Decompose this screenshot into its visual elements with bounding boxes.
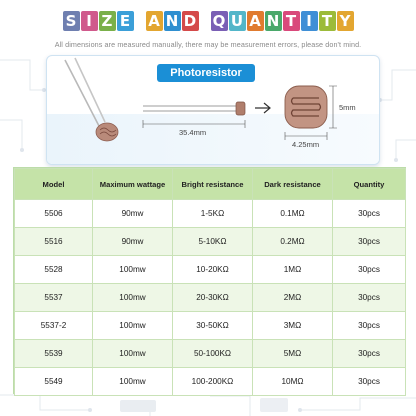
table-row [15, 200, 406, 228]
table-cell: 5506 [15, 200, 93, 228]
table-header-cell: Model [15, 169, 93, 200]
page-title [0, 11, 416, 31]
table-cell: 30-50KΩ [173, 312, 253, 340]
table-row [15, 228, 406, 256]
table-cell: 50-100KΩ [173, 340, 253, 368]
table-cell: 30pcs [333, 368, 406, 396]
product-illustration-panel [46, 55, 380, 165]
title-letter-tile: A [247, 11, 264, 31]
table-cell: 5528 [15, 256, 93, 284]
title-letter-tile: U [229, 11, 246, 31]
photoresistor-photo [65, 58, 118, 141]
table-cell: 20-30KΩ [173, 284, 253, 312]
table-cell: 30pcs [333, 256, 406, 284]
table-cell: 100mw [93, 284, 173, 312]
bottom-decoration [0, 394, 416, 416]
table-header-cell: Quantity [333, 169, 406, 200]
table-cell: 1MΩ [253, 256, 333, 284]
title-letter-tile: N [164, 11, 181, 31]
length-dimension-label: 35.4mm [179, 128, 207, 137]
title-letter-tile: D [182, 11, 199, 31]
table-cell: 2MΩ [253, 284, 333, 312]
table-cell: 5MΩ [253, 340, 333, 368]
table-cell: 30pcs [333, 228, 406, 256]
photoresistor-drawings [47, 56, 379, 164]
arrow-right-icon [255, 103, 270, 113]
title-letter-tile: I [301, 11, 318, 31]
table-cell: 100mw [93, 256, 173, 284]
table-row [15, 284, 406, 312]
title-letter-tile: Z [99, 11, 116, 31]
table-cell: 5516 [15, 228, 93, 256]
table-cell: 5539 [15, 340, 93, 368]
table-cell: 5-10KΩ [173, 228, 253, 256]
table-row [15, 340, 406, 368]
table-header-cell: Dark resistance [253, 169, 333, 200]
title-spacer [200, 11, 210, 31]
table-header-cell: Bright resistance [173, 169, 253, 200]
title-letter-tile: S [63, 11, 80, 31]
table-cell: 90mw [93, 228, 173, 256]
table-cell: 100mw [93, 368, 173, 396]
height-dimension-label: 5mm [339, 103, 356, 112]
title-letter-tile: A [146, 11, 163, 31]
table-header-row [15, 169, 406, 200]
table-cell: 100-200KΩ [173, 368, 253, 396]
title-spacer [135, 11, 145, 31]
table-cell: 10-20KΩ [173, 256, 253, 284]
table-cell: 5537-2 [15, 312, 93, 340]
product-name-badge: Photoresistor [157, 64, 255, 82]
table-cell: 100mw [93, 340, 173, 368]
table-cell: 30pcs [333, 284, 406, 312]
width-dimension-label: 4.25mm [292, 140, 320, 149]
side-view-drawing [143, 102, 245, 128]
table-cell: 5537 [15, 284, 93, 312]
table-cell: 0.1MΩ [253, 200, 333, 228]
table-cell: 90mw [93, 200, 173, 228]
measurement-disclaimer: All dimensions are measured manually, there may be measurement errors, please don't mind. [54, 40, 362, 49]
table-cell: 30pcs [333, 312, 406, 340]
table-cell: 10MΩ [253, 368, 333, 396]
title-letter-tile: N [265, 11, 282, 31]
table-header-cell: Maximum wattage [93, 169, 173, 200]
title-letter-tile: T [283, 11, 300, 31]
table-cell: 3MΩ [253, 312, 333, 340]
title-letter-tile: T [319, 11, 336, 31]
table-cell: 30pcs [333, 200, 406, 228]
title-letter-tile: Y [337, 11, 354, 31]
table-row [15, 368, 406, 396]
table-cell: 5549 [15, 368, 93, 396]
table-row [15, 256, 406, 284]
table-cell: 0.2MΩ [253, 228, 333, 256]
top-view-drawing [285, 86, 337, 140]
specification-table [13, 167, 406, 394]
table-cell: 30pcs [333, 340, 406, 368]
table-cell: 100mw [93, 312, 173, 340]
table-cell: 1-5KΩ [173, 200, 253, 228]
title-letter-tile: Q [211, 11, 228, 31]
title-letter-tile: I [81, 11, 98, 31]
title-letter-tile: E [117, 11, 134, 31]
table-row [15, 312, 406, 340]
